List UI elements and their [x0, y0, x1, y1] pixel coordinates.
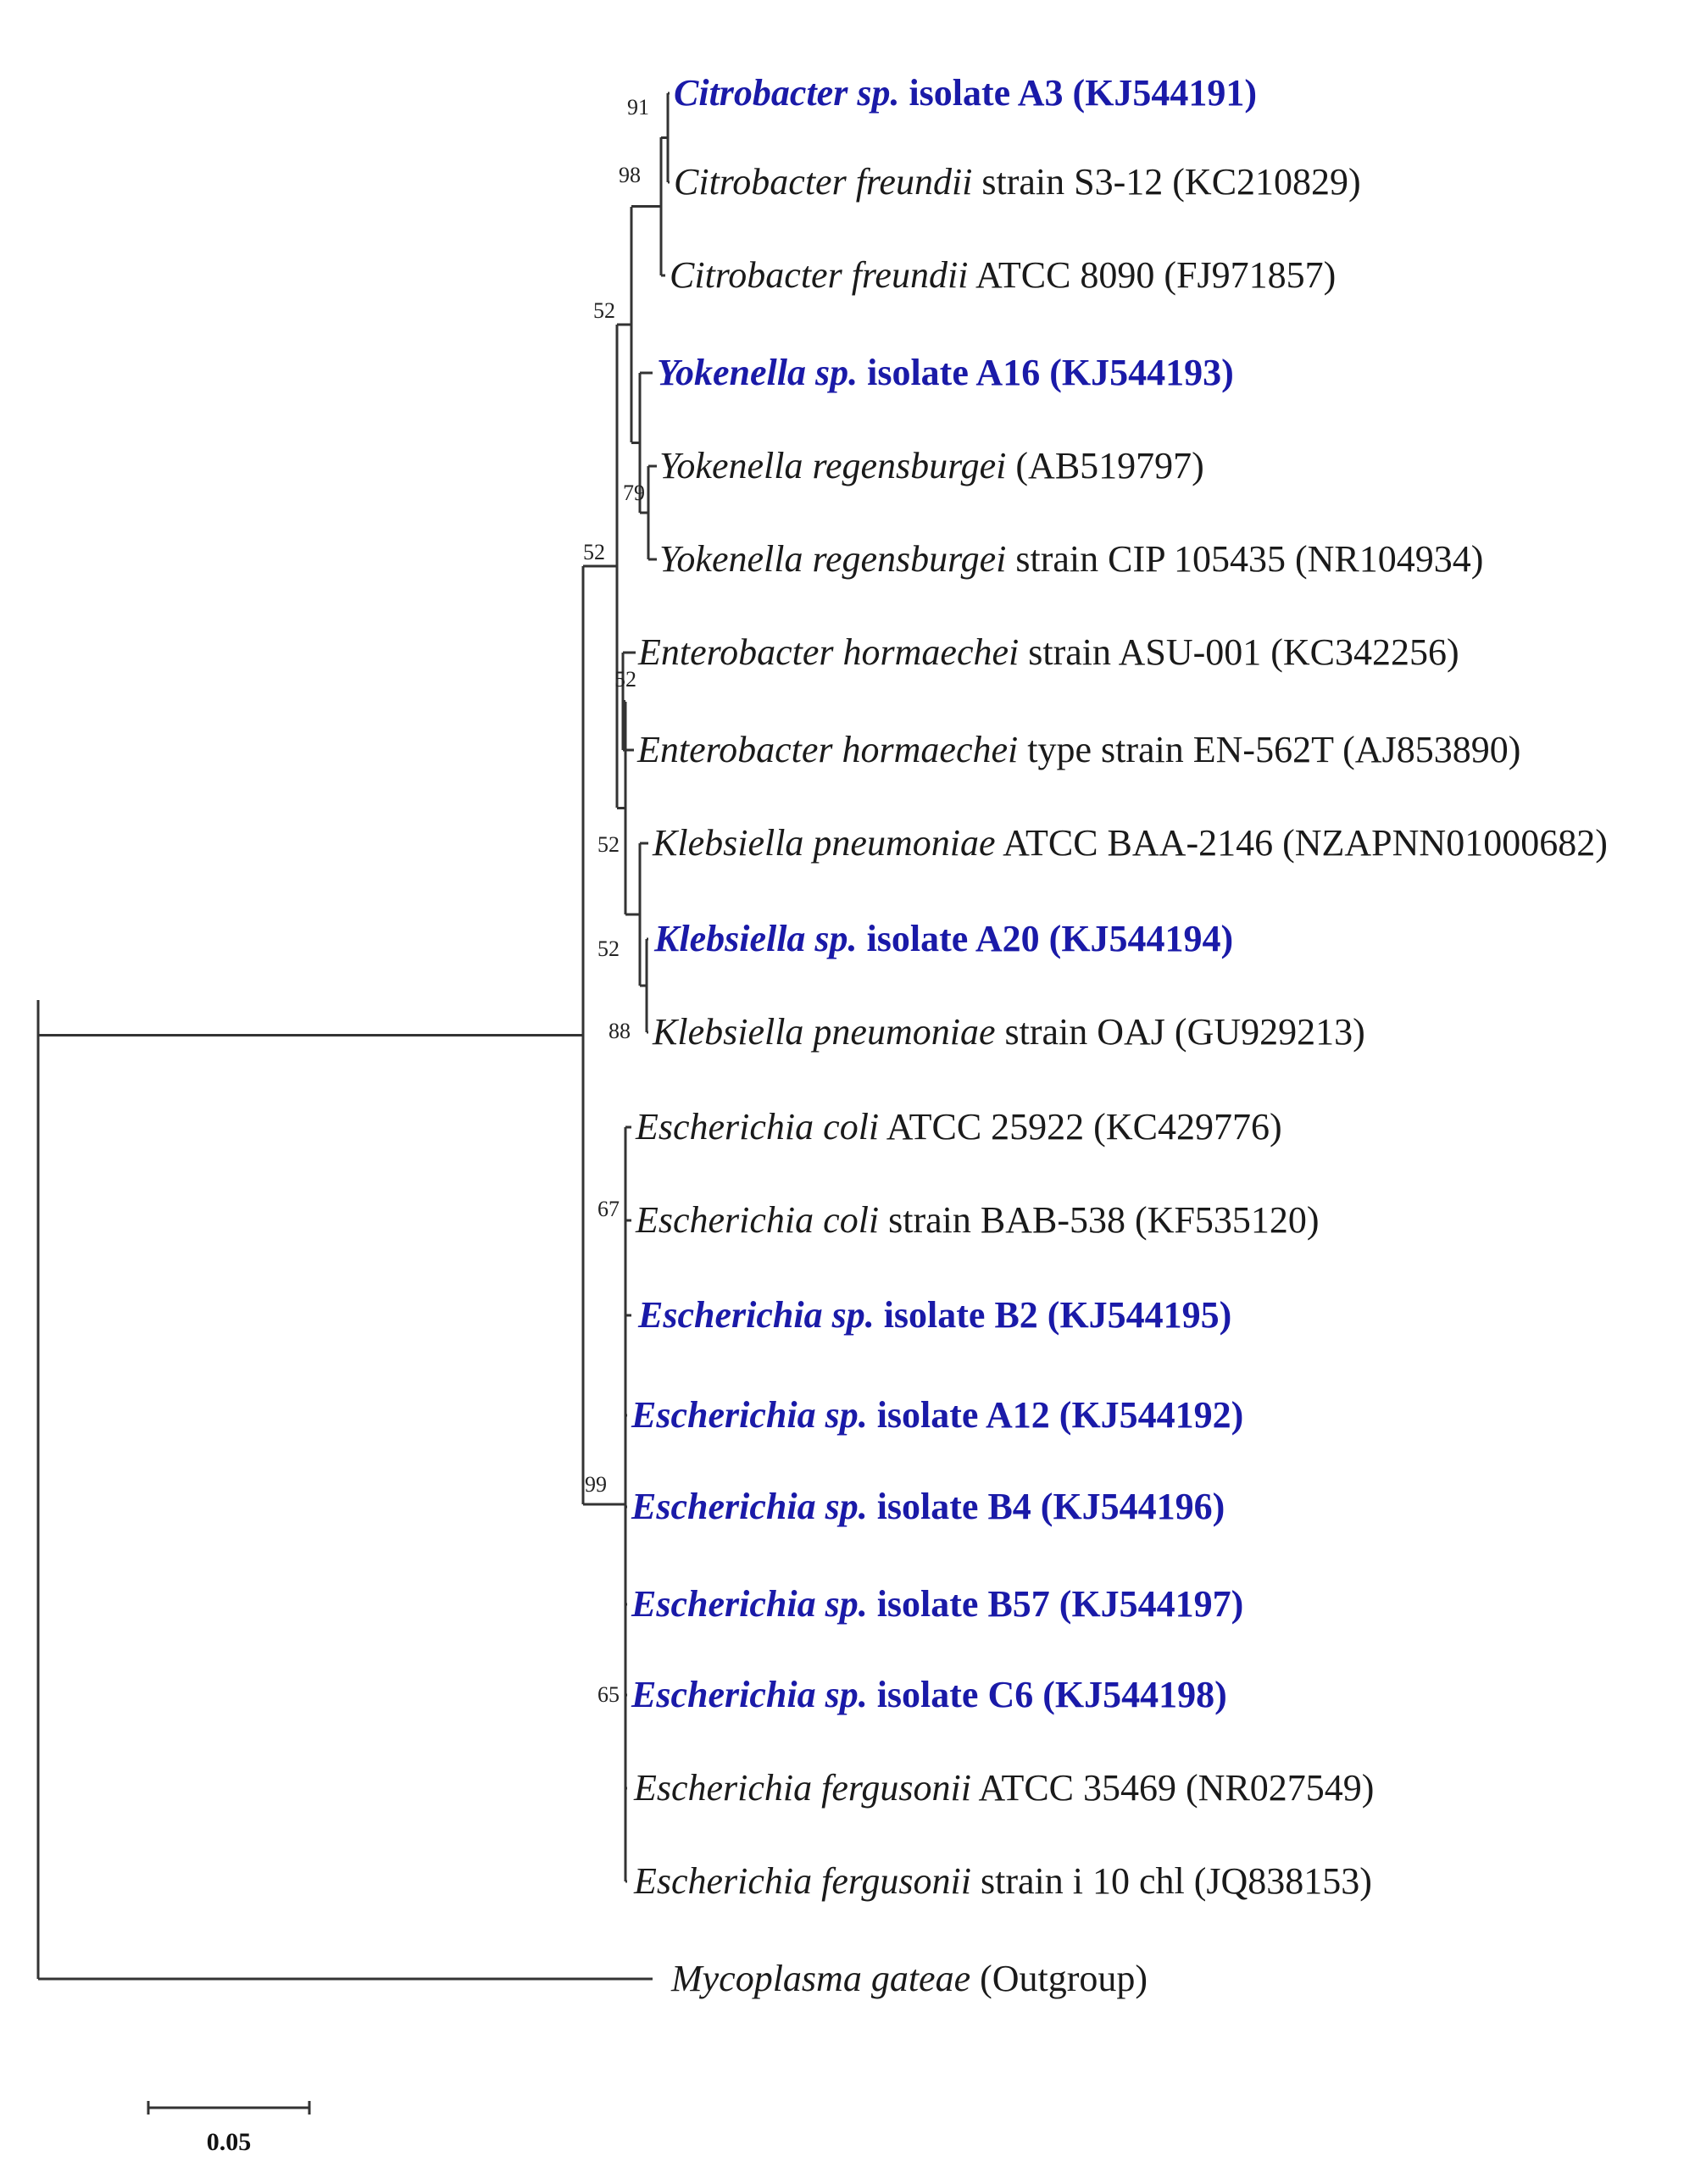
taxon-strain-accession: ATCC BAA-2146 (NZAPNN01000682): [995, 822, 1608, 864]
bootstrap-value: 52: [597, 936, 620, 961]
scale-bar: [148, 2101, 309, 2156]
taxon-label: [635, 1106, 1282, 1148]
taxon-species-name: Escherichia coli: [636, 1106, 880, 1148]
taxon-label: [674, 161, 1361, 203]
bootstrap-value: 98: [619, 163, 641, 187]
taxon-label: [659, 538, 1483, 580]
taxon-label: [659, 445, 1204, 486]
taxon-label: [635, 1199, 1320, 1241]
taxon-strain-accession: ATCC 25922 (KC429776): [879, 1106, 1282, 1148]
taxon-species-name: Escherichia sp.: [631, 1394, 868, 1436]
taxon-label: [633, 1767, 1374, 1809]
taxon-strain-accession: isolate B57 (KJ544197): [867, 1583, 1244, 1625]
taxon-strain-accession: isolate A3 (KJ544191): [899, 72, 1258, 114]
taxon-labels: [631, 72, 1608, 1999]
taxon-species-name: Mycoplasma gateae: [671, 1958, 971, 1999]
taxon-label: [657, 352, 1234, 393]
taxon-species-name: Escherichia sp.: [638, 1294, 875, 1336]
taxon-strain-accession: strain i 10 chl (JQ838153): [970, 1860, 1372, 1902]
taxon-label: [631, 1486, 1225, 1527]
bootstrap-value: 52: [614, 667, 636, 692]
taxon-species-name: Klebsiella pneumoniae: [653, 822, 996, 864]
taxon-label: [652, 822, 1608, 864]
tree-branches: [38, 93, 670, 1979]
taxon-strain-accession: isolate A20 (KJ544194): [857, 918, 1234, 959]
taxon-species-name: Escherichia coli: [636, 1199, 880, 1241]
taxon-strain-accession: strain CIP 105435 (NR104934): [1006, 538, 1484, 580]
taxon-species-name: Yokenella regensburgei: [659, 445, 1007, 486]
taxon-label: [631, 1583, 1243, 1625]
taxon-label: [670, 1958, 1148, 1999]
taxon-species-name: Escherichia sp.: [631, 1486, 868, 1527]
scale-bar-label: 0.05: [206, 2128, 252, 2156]
taxon-strain-accession: strain ASU-001 (KC342256): [1019, 631, 1459, 673]
taxon-strain-accession: isolate C6 (KJ544198): [867, 1674, 1227, 1715]
taxon-label: [631, 1674, 1227, 1715]
taxon-species-name: Enterobacter hormaechei: [637, 729, 1019, 770]
bootstrap-value: 99: [585, 1472, 607, 1497]
taxon-species-name: Escherichia sp.: [631, 1674, 868, 1715]
bootstrap-value: 67: [597, 1197, 620, 1221]
taxon-strain-accession: (Outgroup): [970, 1958, 1148, 1999]
taxon-strain-accession: strain BAB-538 (KF535120): [879, 1199, 1320, 1241]
taxon-species-name: Yokenella regensburgei: [659, 538, 1007, 580]
taxon-species-name: Escherichia fergusonii: [634, 1860, 971, 1902]
taxon-strain-accession: isolate B4 (KJ544196): [867, 1486, 1225, 1527]
taxon-strain-accession: isolate A16 (KJ544193): [858, 352, 1234, 393]
bootstrap-value: 52: [597, 832, 620, 857]
taxon-species-name: Escherichia fergusonii: [634, 1767, 971, 1809]
taxon-strain-accession: strain OAJ (GU929213): [995, 1011, 1365, 1053]
taxon-species-name: Yokenella sp.: [657, 352, 859, 393]
taxon-strain-accession: ATCC 8090 (FJ971857): [968, 254, 1337, 296]
taxon-label: [637, 631, 1459, 673]
taxon-label: [637, 1294, 1231, 1336]
bootstrap-value: 52: [593, 298, 615, 323]
taxon-strain-accession: ATCC 35469 (NR027549): [970, 1767, 1375, 1809]
taxon-label: [631, 1394, 1243, 1436]
bootstrap-value: 88: [609, 1019, 631, 1043]
taxon-label: [653, 918, 1233, 959]
bootstrap-value: 91: [627, 95, 649, 119]
taxon-label: [636, 729, 1520, 770]
taxon-label: [674, 72, 1257, 114]
taxon-species-name: Escherichia sp.: [631, 1583, 868, 1625]
taxon-strain-accession: isolate B2 (KJ544195): [874, 1294, 1232, 1336]
taxon-species-name: Citrobacter sp.: [674, 72, 900, 114]
taxon-strain-accession: strain S3-12 (KC210829): [972, 161, 1361, 203]
taxon-species-name: Klebsiella pneumoniae: [653, 1011, 996, 1053]
taxon-strain-accession: type strain EN-562T (AJ853890): [1018, 729, 1521, 770]
taxon-species-name: Enterobacter hormaechei: [638, 631, 1020, 673]
bootstrap-value: 52: [583, 540, 605, 564]
taxon-strain-accession: isolate A12 (KJ544192): [867, 1394, 1244, 1436]
taxon-species-name: Klebsiella sp.: [654, 918, 858, 959]
taxon-strain-accession: (AB519797): [1006, 445, 1204, 486]
taxon-label: [633, 1860, 1372, 1902]
taxon-species-name: Citrobacter freundii: [670, 254, 969, 296]
bootstrap-value: 79: [623, 481, 645, 505]
taxon-label: [670, 254, 1336, 296]
bootstrap-value: 65: [597, 1682, 620, 1707]
taxon-species-name: Citrobacter freundii: [674, 161, 973, 203]
taxon-label: [652, 1011, 1365, 1053]
